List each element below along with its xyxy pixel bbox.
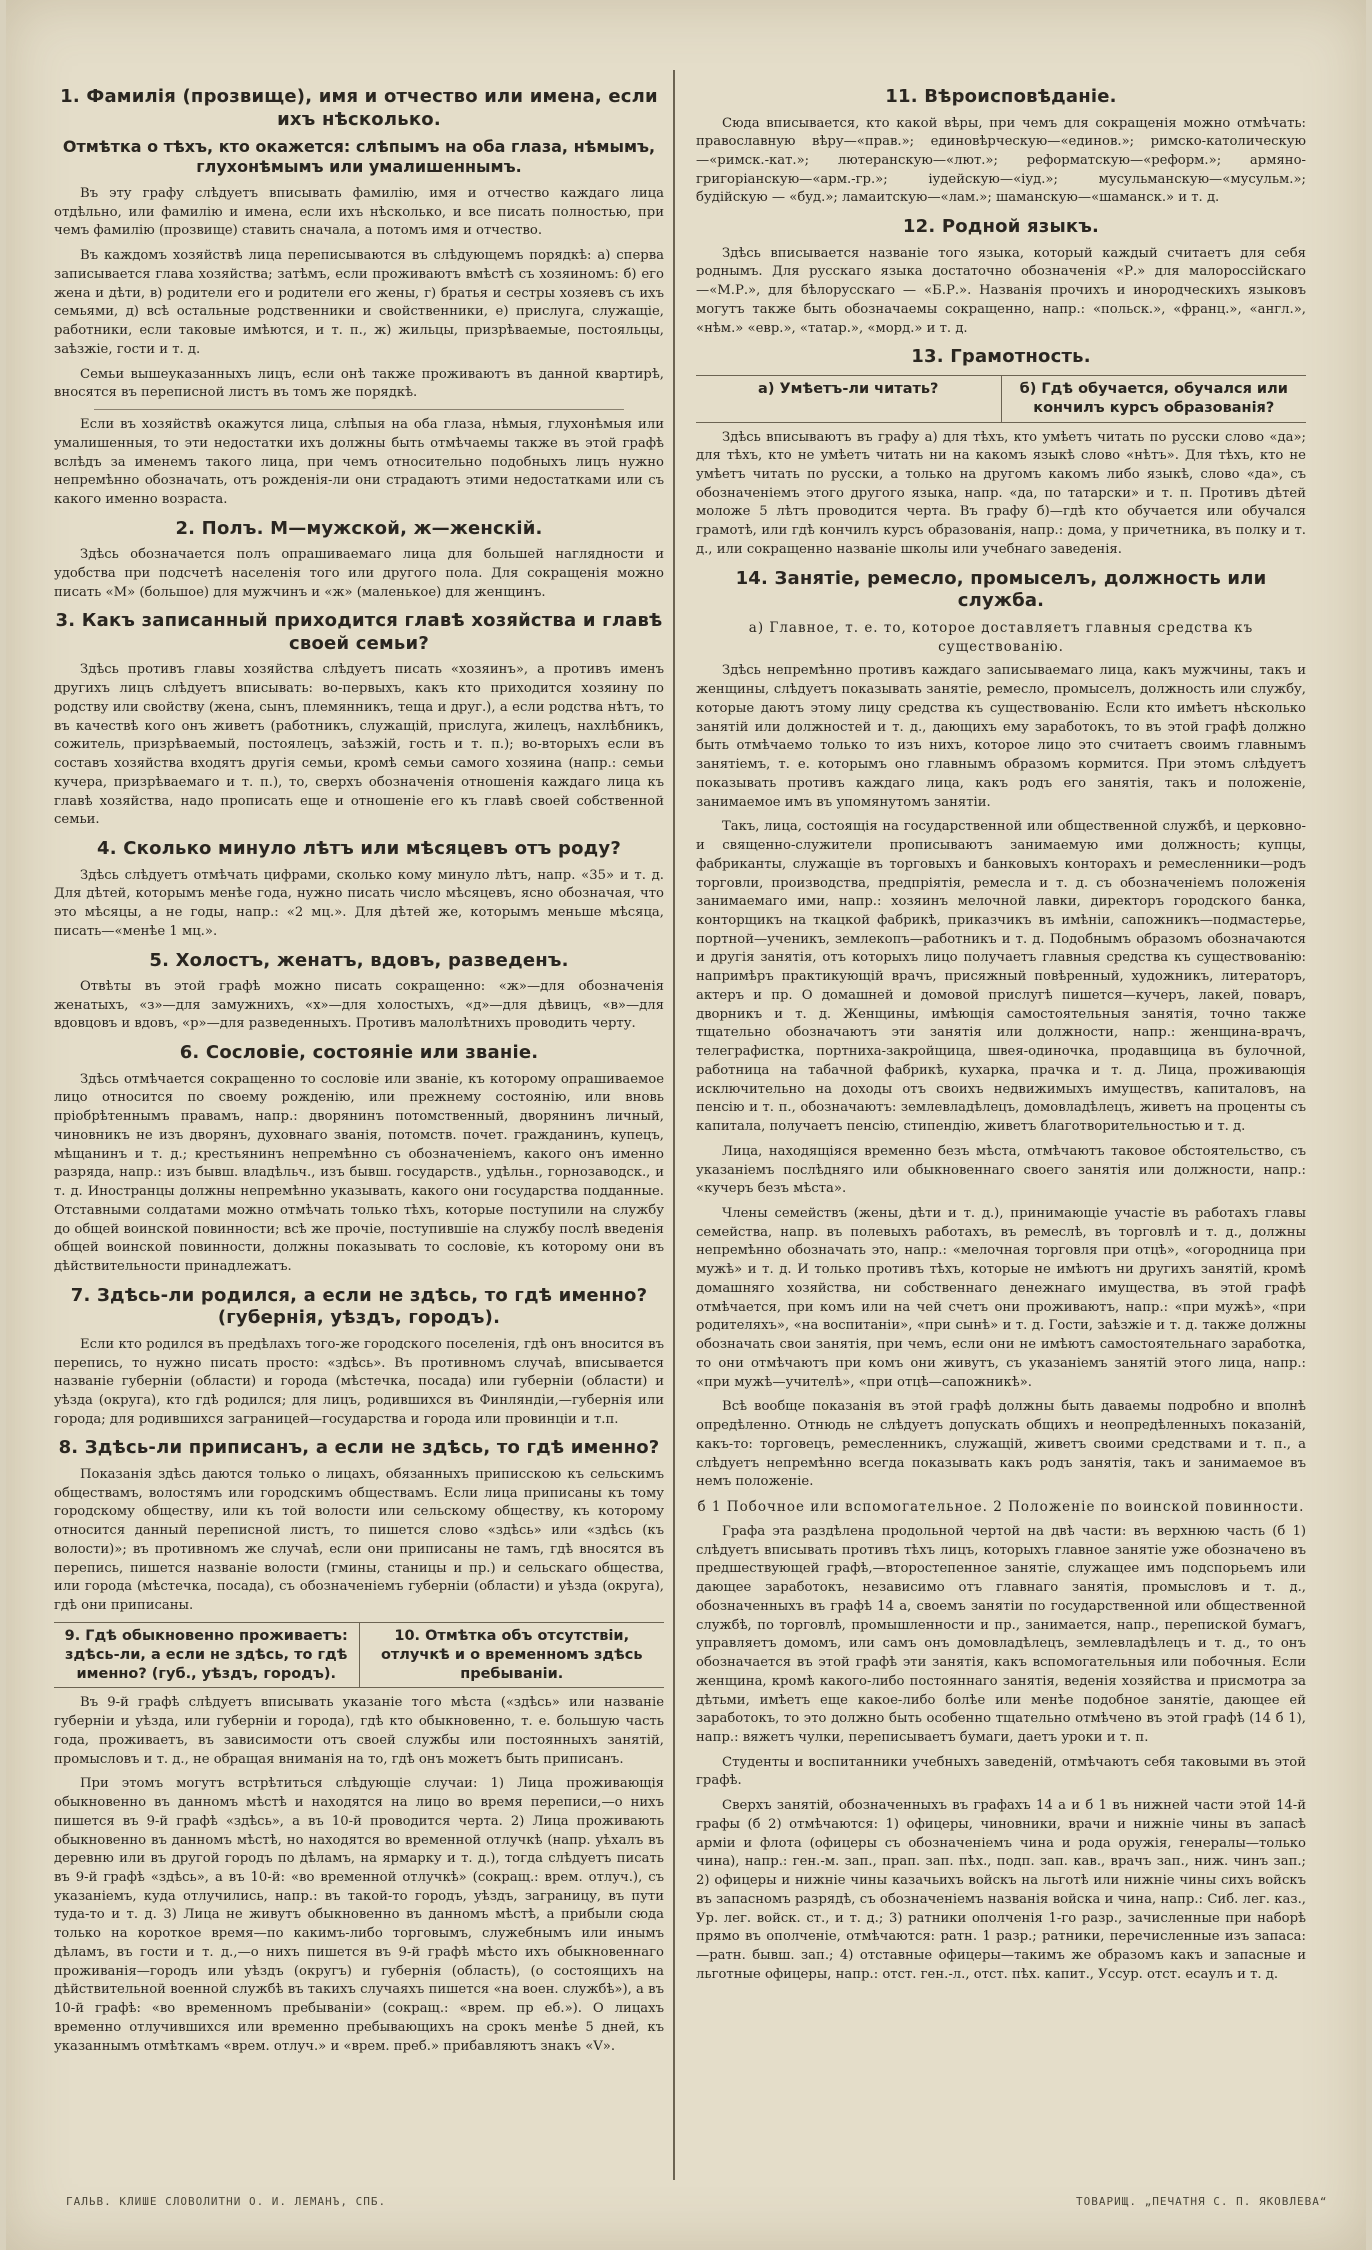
section-1-paragraph: Семьи вышеуказанныхъ лицъ, если онѣ также проживаютъ въ данной квартирѣ, вносятся въ переписной листъ въ томъ же порядкѣ. [54,366,664,401]
section-11-paragraph: Сюда вписывается, кто какой вѣры, при чемъ для сокращенія можно отмѣчать: православную вѣру—«прав.»; единовѣрческую—«единов.»; римско-католическую—«римск.-кат.»; лютеранскую—«лют.»; реформатскую—«реформ.»; армяно-григоріанскую—«арм.-гр.»; іудейскую—«іуд.»; мусульманскую—«мусульм.»; будійскую — «буд.»; ламаитскую—«лам.»; шаманскую—«шаманск.» и т. д. [696,115,1306,206]
printer-imprint-left: ГАЛЬВ. КЛИШЕ СЛОВОЛИТНИ О. И. ЛЕМАНЪ, СПБ. [66,2195,387,2208]
section-12-paragraph: Здѣсь вписывается названіе того языка, который каждый считаетъ для себя роднымъ. Для русскаго языка достаточно обозначенія «Р.» для малороссійскаго—«М.Р.», для бѣлорусскаго — «Б.Р.». Названія прочихъ и инородческихъ языковъ могутъ также быть обозначаемы сокращенно, напр.: «польск.», «франц.», «англ.», «нѣм.» «евр.», «татар.», «морд.» и т. д. [696,245,1306,336]
section-13-title: 13. Грамотность. [911,346,1091,368]
section-9-title: 9. Гдѣ обыкновенно проживаетъ: здѣсь-ли, а если не здѣсь, то гдѣ именно? (губ., уѣздъ, городъ). [64,1627,348,1682]
section-3-paragraph: Здѣсь противъ главы хозяйства слѣдуетъ писать «хозяинъ», а противъ именъ другихъ лицъ слѣдуетъ вписывать: во-первыхъ, какъ кто приходится хозяину по родству или свойству (жена, сынъ, племянникъ, теща и друг.), а если родства нѣтъ, то въ качествѣ кого онъ живетъ (работникъ, служащій, прислуга, жилецъ, нахлѣбникъ, сожитель, призрѣваемый, постоялецъ, заѣзжій, гость и т. п.); во-вторыхъ если въ составъ хозяйства входятъ другія семьи, кромѣ семьи самого хозяина (напр.: семьи кучера, призрѣваемаго и т. п.), то, сверхъ обозначенія отношенія каждаго лица къ главѣ хозяйства, надо прописать еще и отношеніе его къ главѣ своей собственной семьи. [54,662,664,828]
separator [94,409,624,410]
section-12-title: 12. Родной языкъ. [902,216,1100,238]
section-1-note-title: Отмѣтка о тѣхъ, кто окажется: слѣпымъ на оба глаза, нѣмымъ, глухонѣмымъ или умалишеннымъ. [62,137,656,176]
section-14a-title: а) Главное, т. е. то, которое доставляетъ главныя средства къ существованію. [748,619,1254,655]
section-6-title: 6. Сословіе, состояніе или званіе. [179,1042,539,1064]
section-14-paragraph: Всѣ вообще показанія въ этой графѣ должны быть даваемы подробно и вполнѣ опредѣленно. Отнюдь не слѣдуетъ допускать общихъ и неопредѣленныхъ показаній, какъ-то: торговецъ, ремесленникъ, служащій, живетъ своими средствами и т. п., а слѣдуетъ непремѣнно всегда показывать какъ родъ занятія, такъ и занимаемое въ немъ положеніе. [696,1399,1306,1490]
section-14-paragraph: Лица, находящіяся временно безъ мѣста, отмѣчаютъ таковое обстоятельство, съ указаніемъ послѣдняго или обыкновеннаго своего занятія или должности, напр.: «кучеръ безъ мѣста». [696,1143,1306,1197]
section-10-title: 10. Отмѣтка объ отсутствіи, отлучкѣ и о временномъ здѣсь пребываніи. [359,1623,665,1688]
section-13-subheader [696,375,1306,423]
section-1-paragraph: Въ каждомъ хозяйствѣ лица переписываются въ слѣдующемъ порядкѣ: а) сперва записывается глава хозяйства; затѣмъ, если проживаютъ вмѣстѣ съ хозяиномъ: б) его жена и дѣти, в) родители его и родители его жены, г) братья и сестры хозяевъ съ ихъ семьями, д) всѣ остальные родственники и свойственники, е) прислуга, служащіе, работники, если таковые имѣются, и т. п., ж) жильцы, призрѣваемые, постояльцы, заѣзжіе, гости и т. д. [54,248,664,357]
section-6-paragraph: Здѣсь отмѣчается сокращенно то сословіе или званіе, къ которому опрашиваемое лицо относится по своему рожденію, или прежнему состоянію, или вновь пріобрѣтеннымъ правамъ, напр.: дворянинъ потомственный, дворянинъ личный, чиновникъ не изъ дворянъ, духовнаго званія, потомств. почет. гражданинъ, купецъ, мѣщанинъ и т. д.; крестьянинъ непремѣнно съ обозначеніемъ, какого онъ именно разряда, напр.: изъ бывш. владѣльч., изъ бывш. государств., удѣльн., горнозаводск., и т. д. Иностранцы должны непремѣнно указывать, какого они государства подданные. Отставными солдатами можно отмѣчать только тѣхъ, которые поступили на службу до общей воинской повинности; всѣ же прочіе, поступившіе на службу послѣ введенія общей воинской повинности, должны показывать то сословіе, къ которому они въ дѣйствительности принадлежатъ. [54,1071,664,1275]
left-column [54,78,664,2158]
section-9-10-header [54,1622,664,1689]
section-14-paragraph: Студенты и воспитанники учебныхъ заведеній, отмѣчаютъ себя таковыми въ этой графѣ. [696,1754,1306,1789]
section-2-paragraph: Здѣсь обозначается полъ опрашиваемаго лица для большей наглядности и удобства при подсчетѣ населенія того или другого пола. Для сокращенія можно писать «М» (большое) для мужчинъ и «ж» (маленькое) для женщинъ. [54,547,664,600]
section-14-paragraph: Члены семействъ (жены, дѣти и т. д.), принимающіе участіе въ работахъ главы семейства, напр. въ полевыхъ работахъ, въ ремеслѣ, въ торговлѣ и т. д., должны непремѣнно обозначать это, напр.: «мелочная торговля при отцѣ», «огородница при мужѣ» и т. д. И только противъ тѣхъ, которые не имѣютъ ни другихъ занятій, кромѣ домашняго хозяйства, ни собственнаго денежнаго имущества, въ этой графѣ отмѣчается, при комъ или на чей счетъ они проживаютъ, напр.: «при мужѣ», «при родителяхъ», «на воспитаніи», «при сынѣ» и т. д. Гости, заѣзжіе и т. д. также должны обозначать свои занятія, при чемъ, если они не имѣютъ самостоятельнаго заработка, то они отмѣчаютъ при комъ они живутъ, съ указаніемъ занятій этого лица, напр.: «при мужѣ—учителѣ», «при отцѣ—сапожникѣ». [696,1206,1306,1390]
section-7-paragraph: Если кто родился въ предѣлахъ того-же городского поселенія, гдѣ онъ вносится въ перепись, то нужно писать просто: «здѣсь». Въ противномъ случаѣ, вписывается названіе губерніи (области) и города (мѣстечка, посада) или губерніи (области) и уѣзда (округа), кто гдѣ родился; для лицъ, родившихся въ Финляндіи,—губернія или города; для родившихся заграницей—государства и города или провинціи и т.п. [54,1336,664,1427]
section-5-paragraph: Отвѣты въ этой графѣ можно писать сокращенно: «ж»—для обозначенія женатыхъ, «з»—для замужнихъ, «х»—для холостыхъ, «д»—для дѣвицъ, «в»—для вдовцовъ и вдовъ, «р»—для разведенныхъ. Противъ малолѣтнихъ проводить черту. [54,979,664,1032]
section-14-paragraph: Такъ, лица, состоящія на государственной или общественной службѣ, и церковно-и священно-служители прописываютъ занимаемую ими должность; купцы, фабриканты, служащіе въ торговыхъ и банковыхъ конторахъ и ремесленники—родъ торговли, производства, предпріятія, ремесла и т. д. съ обозначеніемъ положенія занимаемаго ими, напр.: хозяинъ мелочной лавки, директоръ городского банка, конторщикъ на ткацкой фабрикѣ, приказчикъ въ имѣніи, сапожникъ—подмастерье, портной—ученикъ, землекопъ—работникъ и т. д. Подобнымъ образомъ обозначаются и другія занятія, отъ которыхъ лицо получаетъ главныя средства къ существованію: напримѣръ практикующій врачъ, присяжный повѣренный, художникъ, литераторъ, актеръ и пр. О домашней и домовой прислугѣ пишется—кучеръ, лакей, поваръ, дворникъ и т. д. Женщины, имѣющія самостоятельныя занятія, точно также тщательно обозначаютъ эти занятія или должности, напр.: женщина-врачъ, телеграфистка, портниха-закройщица, швея-одиночка, продавщица въ булочной, работница на табачной фабрикѣ, кухарка, прачка и т. д. Лица, проживающія исключительно на доходы отъ своихъ недвижимыхъ имуществъ, капиталовъ, на пенсію и т. п., обозначаютъ: землевладѣлецъ, домовладѣлецъ, живетъ на проценты съ капитала, получаетъ пенсію, стипендію, живетъ благотворительностью и т. д. [696,819,1306,1135]
section-14-paragraph: Здѣсь непремѣнно противъ каждаго записываемаго лица, какъ мужчины, такъ и женщины, слѣдуетъ показывать занятіе, ремесло, промыселъ, должность или службу, которые даютъ этому лицу средства къ существованію. Если кто имѣетъ нѣсколько занятій или должностей и т. д., дающихъ ему заработокъ, то въ этой графѣ должно быть отмѣчаемо только то изъ нихъ, которое лицо это считаетъ своимъ главнымъ занятіемъ, т. е. которымъ оно главнымъ образомъ кормится. При этомъ слѣдуетъ показывать противъ каждаго лица, какъ родъ его занятія, такъ и положеніе, занимаемое имъ въ упомянутомъ занятіи. [696,663,1306,810]
column-divider [673,70,675,2180]
section-4-title: 4. Сколько минуло лѣтъ или мѣсяцевъ отъ роду? [97,838,621,860]
section-1-paragraph: Въ эту графу слѣдуетъ вписывать фамилію, имя и отчество каждаго лица отдѣльно, или фамилію и имена, если ихъ нѣсколько, и все писать полностью, при чемъ фамилію (прозвище) ставить сначала, а потомъ имя и отчество. [54,186,664,239]
section-8-paragraph: Показанія здѣсь даются только о лицахъ, обязанныхъ приписскою къ сельскимъ обществамъ, волостямъ или городскимъ обществамъ. Если лица приписаны къ тому городскому обществу, или къ той волости или сельскому обществу, къ которому относится данный переписной листъ, то пишется слово «здѣсь» или «здѣсь (къ волости)»; въ противномъ же случаѣ, если они приписаны не тамъ, гдѣ вносятся въ перепись, пишется названіе волости (гмины, станицы и пр.) и сельскаго общества, или города (мѣстечка, посада), съ обозначеніемъ губерніи (области) и уѣзда (округа), гдѣ они приписаны. [54,1466,664,1614]
section-4-paragraph: Здѣсь слѣдуетъ отмѣчать цифрами, сколько кому минуло лѣтъ, напр. «35» и т. д. Для дѣтей, которымъ менѣе года, нужно писать число мѣсяцевъ, ясно обозначая, что это мѣсяцы, а не годы, напр.: «2 мц.». Для дѣтей же, которымъ меньше мѣсяца, писать—«менѣе 1 мц.». [54,867,664,939]
section-13a-title: а) Умѣетъ-ли читать? [758,380,939,397]
section-1-paragraph: Если въ хозяйствѣ окажутся лица, слѣпыя на оба глаза, нѣмыя, глухонѣмыя или умалишенныя, то эти недостатки ихъ должны быть отмѣчаемы также въ этой графѣ вслѣдъ за именемъ такого лица, при чемъ относительно подобныхъ лицъ нужно непремѣнно обозначать, отъ рожденія-ли они страдаютъ этими недостатками или съ какого именно возраста. [54,417,664,508]
section-2-title: 2. Полъ. М—мужской, ж—женскій. [175,517,543,539]
section-14-paragraph: Сверхъ занятій, обозначенныхъ въ графахъ 14 а и б 1 въ нижней части этой 14-й графы (б 2) отмѣчаются: 1) офицеры, чиновники, врачи и нижніе чины въ запасѣ арміи и флота (офицеры съ обозначеніемъ чина и рода оружія, генералы—только чина), напр.: ген.-м. зап., прап. зап. пѣх., подп. зап. кав., врачъ зап., ниж. чинъ зап.; 2) офицеры и нижніе чины казачьихъ войскъ на льготѣ или нижніе чины сихъ войскъ въ запасномъ разрядѣ, съ обозначеніемъ названія войска и чина, напр.: Сиб. лег. каз., Ур. лег. войск. ст., и т. д.; 3) ратники ополченія 1-го разр., зачисленные при наборѣ прямо въ ополченіе, отмѣчаются: ратн. 1 разр.; ратники, перечисленные изъ запаса:—ратн. бывш. зап.; 4) отставные офицеры—такимъ же образомъ какъ и запасные и льготные офицеры, напр.: отст. ген.-л., отст. пѣх. капит., Уссур. отст. есаулъ и т. д. [696,1798,1306,1982]
section-11-title: 11. Вѣроисповѣданіе. [885,86,1117,107]
section-7-title: 7. Здѣсь-ли родился, а если не здѣсь, то гдѣ именно? (губернія, уѣздъ, городъ). [70,1284,648,1329]
census-instruction-sheet [6,0,1366,2250]
section-3-title: 3. Какъ записанный приходится главѣ хозяйства и главѣ своей семьи? [55,610,663,654]
section-9-paragraph: При этомъ могутъ встрѣтиться слѣдующіе случаи: 1) Лица проживающія обыкновенно въ данномъ мѣстѣ и находятся на лицо во время переписи,—о нихъ пишется въ 9-й графѣ «здѣсь», а въ 10-й проводится черта. 2) Лица проживають обыкновенно въ данномъ мѣстѣ, но находятся во временной отлучкѣ (напр. уѣхалъ въ деревню или въ другой городъ по дѣламъ, на ярмарку и т. д.), тогда слѣдуетъ писать въ 9-й графѣ «здѣсь», а въ 10-й: «во временной отлучкѣ» (сокращ.: врем. отлуч.), съ указаніемъ, куда отлучились, напр.: въ такой-то городъ, уѣздъ, заграницу, въ пути туда-то и т. д. 3) Лица не живутъ обыкновенно въ данномъ мѣстѣ, а прибыли сюда только на короткое время—по какимъ-либо торговымъ, служебнымъ или инымъ дѣламъ, въ гости и т. д.,—о нихъ пишется въ 9-й графѣ мѣсто ихъ обыкновеннаго проживанія—городъ или уѣздъ (округъ) и губернія (область), (о состоящихъ на дѣйствительной военной службѣ въ такихъ случаяхъ пишется «на воен. службѣ»), а въ 10-й графѣ: «во временномъ пребываніи» (сокращ.: «врем. пр еб.»). О лицахъ временно отлучившихся или временно пребывающихъ на срокъ менѣе 5 дней, къ указаннымъ отмѣткамъ «врем. отлуч.» и «врем. преб.» прибавляютъ знакъ «V». [54,1776,664,2054]
section-14b-title: б 1 Побочное или вспомогательное. 2 Положеніе по воинской повинности. [697,1499,1305,1516]
right-column [696,78,1306,2158]
section-8-title: 8. Здѣсь-ли приписанъ, а если не здѣсь, то гдѣ именно? [58,1437,660,1459]
section-13-paragraph: Здѣсь вписываютъ въ графу а) для тѣхъ, кто умѣетъ читать по русски слово «да»; для тѣхъ, кто не умѣетъ читать ни на какомъ языкѣ слово «нѣтъ». Для тѣхъ, кто не умѣетъ читать по русски, а только на другомъ какомъ либо языкѣ, слово «да», съ обозначеніемъ этого другого языка, напр. «да, по татарски» и т. п. Противъ дѣтей моложе 5 лѣтъ проводится черта. Въ графу б)—гдѣ кто обучается или обучался грамотѣ, или гдѣ кончилъ курсъ образованія, напр.: дома, у причетника, въ полку и т. д., или сокращенно названіе школы или учебнаго заведенія. [696,429,1306,557]
section-13b-title: б) Гдѣ обучается, обучался или кончилъ курсъ образованія? [1001,376,1307,422]
section-1-title: 1. Фамилія (прозвище), имя и отчество или имена, если ихъ нѣсколько. [60,86,658,130]
section-14-title: 14. Занятіе, ремесло, промыселъ, должность или служба. [735,567,1267,612]
section-5-title: 5. Холостъ, женатъ, вдовъ, разведенъ. [149,949,569,971]
section-9-paragraph: Въ 9-й графѣ слѣдуетъ вписывать указаніе того мѣста («здѣсь» или названіе губерніи и уѣзда, или губерніи и города), гдѣ кто обыкновенно, т. е. большую часть года, проживаетъ, въ зависимости отъ своей службы или постоянныхъ занятій, промысловъ и т. д., не обращая вниманія на то, гдѣ онъ можетъ быть приписанъ. [54,1695,664,1767]
printer-imprint-right: ТОВАРИЩ. „ПЕЧАТНЯ С. П. ЯКОВЛЕВА“ [1076,2195,1328,2208]
section-14-paragraph: Графа эта раздѣлена продольной чертой на двѣ части: въ верхнюю часть (б 1) слѣдуетъ вписывать противъ тѣхъ лицъ, которыхъ главное занятіе уже обозначено въ предшествующей графѣ,—второстепенное занятіе, служащее имъ подспорьемъ или дающее заработокъ, независимо отъ главнаго занятія, промысловъ и т. д., обозначенныхъ въ графѣ 14 а, своемъ занятіи по государственной или общественной службѣ, по торговлѣ, промышленности и пр., занимается, напр., перепиской бумагъ, управляетъ домомъ, или самъ онъ домовладѣлецъ, землевладѣлецъ и т. д., то онъ обозначается въ этой графѣ эти занятія, какъ вспомогательныя или побочныя. Если женщина, кромѣ какого-либо постояннаго занятія, веденія хозяйства и присмотра за дѣтьми, имѣетъ еще какое-либо болѣе или менѣе подобное занятіе, дающее ей заработокъ, то это должно быть особенно тщательно отмѣчено въ этой графѣ (14 б 1), напр.: вяжетъ чулки, переписываетъ бумаги, даетъ уроки и т. п. [696,1523,1306,1745]
